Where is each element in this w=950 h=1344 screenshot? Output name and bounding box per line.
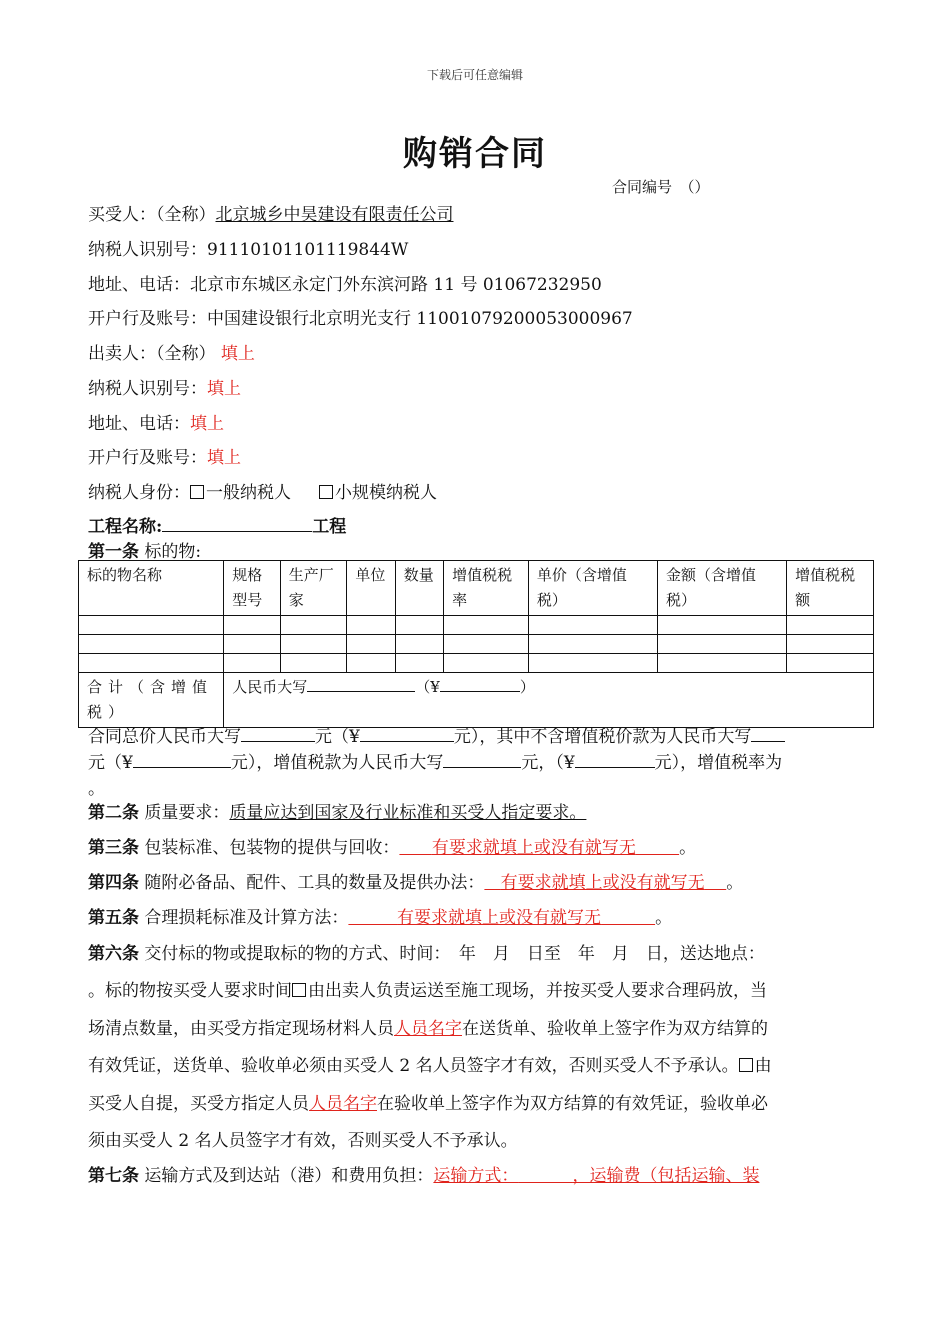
checkbox-general[interactable] xyxy=(190,485,204,499)
article-1-num: 第一条 xyxy=(88,542,139,562)
article-6-text: 交付标的物或提取标的物的方式、时间： 年 月 日至 年 月 日，送达地点： xyxy=(144,944,765,964)
table-total-row xyxy=(79,673,874,728)
article-6-text: 由出卖人负责运送至施工现场，并按买受人要求合理码放，当 xyxy=(308,981,767,1001)
article-6-line-6: 须由买受人 2 名人员签字才有效，否则买受人不予承认。 xyxy=(88,1131,518,1151)
article-2-requirement: 质量应达到国家及行业标准和买受人指定要求。 xyxy=(229,803,587,823)
total-value xyxy=(224,673,874,728)
article-4-text: 随附必备品、配件、工具的数量及提供办法： xyxy=(144,873,485,893)
article-6-line-5 xyxy=(88,1089,768,1114)
summary-line-3: 。 xyxy=(88,779,105,799)
items-table xyxy=(78,560,874,728)
seller-fill: 填上 xyxy=(220,344,255,364)
col-header: 单价（含增值税） xyxy=(528,561,657,616)
summary-text: 元），增值税款为人民币大写 xyxy=(230,753,444,773)
article-6-line-2 xyxy=(88,976,767,1001)
summary-blank[interactable] xyxy=(241,725,315,742)
taxpayer-opt-small: 小规模纳税人 xyxy=(335,483,437,503)
col-header: 增值税税率 xyxy=(444,561,529,616)
article-4 xyxy=(88,868,743,893)
seller-address-label: 地址、电话： xyxy=(88,414,190,434)
article-2-num: 第二条 xyxy=(88,803,139,823)
project-blank[interactable] xyxy=(162,515,312,532)
article-5-fill: 有要求就填上或没有就写无 xyxy=(397,908,602,928)
article-5 xyxy=(88,903,672,928)
checkbox-delivery[interactable] xyxy=(292,983,306,997)
total-text: 人民币大写 xyxy=(232,678,308,696)
project-suffix: 工程 xyxy=(312,517,347,537)
seller-bank-line xyxy=(88,443,241,468)
seller-address-fill: 填上 xyxy=(190,414,224,434)
col-header: 规格型号 xyxy=(224,561,280,616)
taxpayer-opt-general: 一般纳税人 xyxy=(206,483,291,503)
article-6-text: 有效凭证，送货单、验收单必须由买受人 2 名人员签字才有效，否则买受人不予承认。 xyxy=(88,1056,739,1076)
checkbox-self-pickup[interactable] xyxy=(739,1058,753,1072)
article-3-fill: 有要求就填上或没有就写无 xyxy=(431,838,636,858)
table-row xyxy=(79,616,874,635)
col-header: 生产厂家 xyxy=(280,561,347,616)
article-6-text: 买受人自提，买受方指定人员 xyxy=(88,1094,309,1114)
summary-blank[interactable] xyxy=(751,725,785,742)
header-note: 下载后可任意编辑 xyxy=(426,68,523,82)
staff-name-fill: 人员名字 xyxy=(394,1019,462,1039)
article-4-end: 。 xyxy=(726,873,744,893)
summary-blank[interactable] xyxy=(133,751,231,768)
article-7 xyxy=(88,1161,759,1186)
article-2-text: 质量要求： xyxy=(144,803,230,823)
article-6-text: 。标的物按买受人要求时间 xyxy=(88,981,292,1001)
article-7-num: 第七条 xyxy=(88,1166,139,1186)
summary-blank[interactable] xyxy=(360,725,454,742)
buyer-label: 买受人：（全称） xyxy=(88,205,216,225)
summary-blank[interactable] xyxy=(575,751,655,768)
col-header: 数量 xyxy=(395,561,443,616)
total-amount-blank[interactable] xyxy=(307,677,415,692)
col-header: 标的物名称 xyxy=(79,561,224,616)
seller-tax-line xyxy=(88,374,241,399)
seller-line xyxy=(88,339,255,364)
buyer-line xyxy=(88,200,454,225)
summary-line-1 xyxy=(88,722,785,747)
col-header: 增值税税额 xyxy=(787,561,874,616)
total-yen-blank[interactable] xyxy=(440,677,520,692)
col-header: 金额（含增值税） xyxy=(658,561,787,616)
article-6-line-3 xyxy=(88,1014,768,1039)
article-5-num: 第五条 xyxy=(88,908,139,928)
article-5-end: 。 xyxy=(655,908,673,928)
staff-name-fill: 人员名字 xyxy=(309,1094,377,1114)
document-title: 购销合同 xyxy=(403,134,547,174)
taxpayer-label: 纳税人身份： xyxy=(88,483,190,503)
summary-text: 合同总价人民币大写 xyxy=(88,727,241,747)
table-row xyxy=(79,654,874,673)
article-1-text: 标的物: xyxy=(144,542,202,562)
article-6-line-1 xyxy=(88,939,765,964)
col-header: 单位 xyxy=(347,561,395,616)
article-3-text: 包装标准、包装物的提供与回收： xyxy=(144,838,400,858)
checkbox-small-scale[interactable] xyxy=(319,485,333,499)
project-name-line xyxy=(88,512,346,537)
buyer-bank: 开户行及账号：中国建设银行北京明光支行 11001079200053000967 xyxy=(88,309,633,329)
summary-text: 元），增值税率为 xyxy=(654,753,783,773)
project-label: 工程名称: xyxy=(88,517,163,537)
summary-text: 元（¥ xyxy=(315,727,360,747)
summary-text: 元（¥ xyxy=(88,753,133,773)
total-yen: （¥ xyxy=(415,678,440,696)
summary-line-2 xyxy=(88,748,782,773)
article-4-fill: 有要求就填上或没有就写无 xyxy=(500,873,705,893)
transport-fill: 运输方式： ，运输费（包括运输、装 xyxy=(433,1166,760,1186)
total-label: 合计（含增值税） xyxy=(79,673,224,728)
article-6-text: 由 xyxy=(754,1056,772,1076)
seller-bank-label: 开户行及账号： xyxy=(88,448,207,468)
article-3-end: 。 xyxy=(679,838,697,858)
seller-address-line xyxy=(88,409,224,434)
total-close: ） xyxy=(519,678,535,696)
article-1 xyxy=(88,537,201,562)
table-row xyxy=(79,635,874,654)
summary-blank[interactable] xyxy=(443,751,521,768)
contract-number: 合同编号 （） xyxy=(612,178,710,196)
summary-text: 元，（¥ xyxy=(521,753,575,773)
article-6-line-4 xyxy=(88,1051,772,1076)
article-6-text: 场清点数量，由买受方指定现场材料人员 xyxy=(88,1019,394,1039)
article-6-text: 在验收单上签字作为双方结算的有效凭证，验收单必 xyxy=(377,1094,768,1114)
buyer-address: 地址、电话：北京市东城区永定门外东滨河路 11 号 01067232950 xyxy=(88,275,602,295)
seller-tax-fill: 填上 xyxy=(207,379,241,399)
taxpayer-identity xyxy=(88,478,437,503)
article-2 xyxy=(88,798,586,823)
seller-tax-label: 纳税人识别号： xyxy=(88,379,207,399)
article-3 xyxy=(88,833,696,858)
article-6-num: 第六条 xyxy=(88,944,139,964)
article-5-text: 合理损耗标准及计算方法： xyxy=(144,908,349,928)
summary-text: 元），其中不含增值税价款为人民币大写 xyxy=(453,727,752,747)
article-4-num: 第四条 xyxy=(88,873,139,893)
table-header-row xyxy=(79,561,874,616)
article-6-text: 在送货单、验收单上签字作为双方结算的 xyxy=(462,1019,768,1039)
article-7-text: 运输方式及到达站（港）和费用负担： xyxy=(144,1166,434,1186)
seller-bank-fill: 填上 xyxy=(207,448,241,468)
article-3-num: 第三条 xyxy=(88,838,139,858)
buyer-name: 北京城乡中昊建设有限责任公司 xyxy=(215,205,454,225)
seller-label: 出卖人：（全称） xyxy=(88,344,216,364)
buyer-tax-id: 纳税人识别号：91110101101119844W xyxy=(88,240,409,260)
